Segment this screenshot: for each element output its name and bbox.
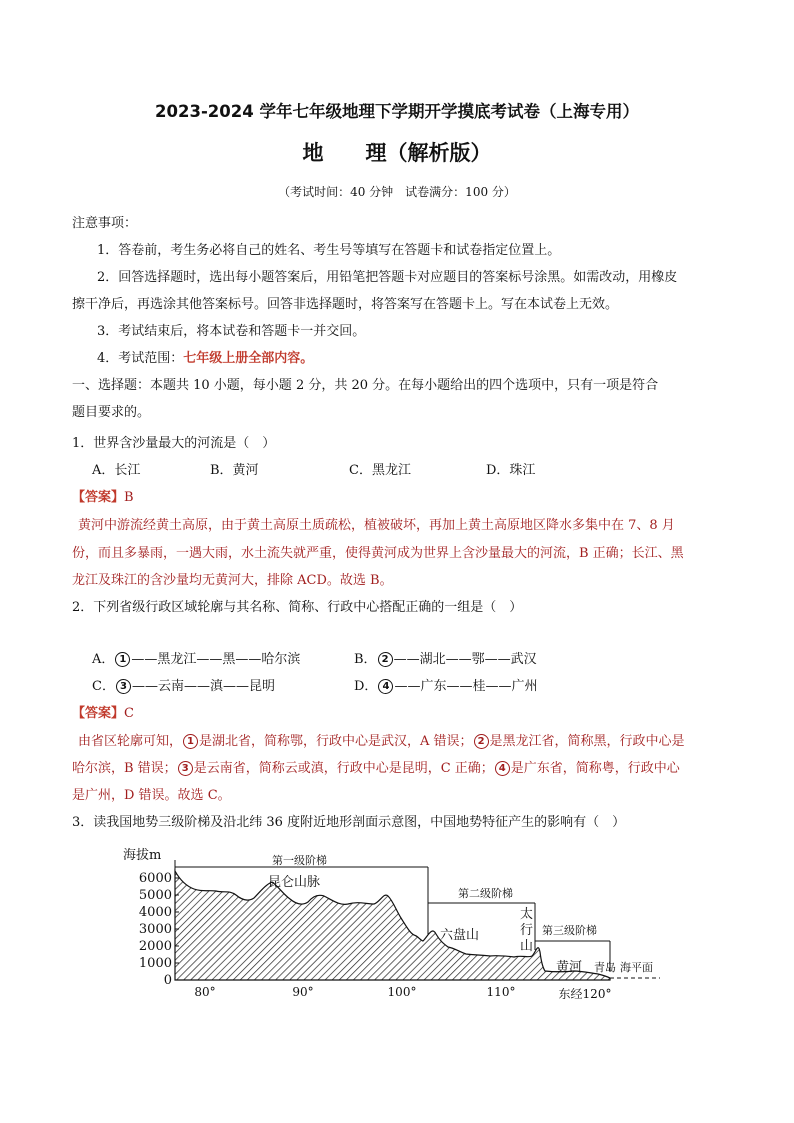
q1-answer — [72, 486, 134, 505]
circled-number-2: 2 — [378, 652, 393, 667]
q2-option-b-text: ——湖北——鄂——武汉 — [393, 652, 537, 667]
circled-number-3: 3 — [178, 761, 193, 776]
circled-number-4: 4 — [495, 761, 510, 776]
step-1-label: 第一级阶梯 — [272, 854, 327, 867]
liupan-mountain-label: 六盘山 — [440, 928, 480, 943]
q2-option-c — [92, 675, 275, 694]
q2-answer-value: C — [124, 706, 134, 721]
sea-level-label: 海平面 — [620, 961, 653, 974]
q2-option-b — [354, 648, 537, 667]
kunlun-mountains-label: 昆仑山脉 — [268, 875, 321, 890]
circled-number-3: 3 — [116, 679, 131, 694]
q2-exp-1c: 是黑龙江省，简称黑，行政中心是 — [489, 734, 685, 749]
q1-stem: 1．世界含沙量最大的河流是（ ） — [72, 436, 276, 451]
y-tick-label: 2000 — [138, 939, 172, 954]
q2-option-d — [354, 675, 537, 694]
q2-exp-2b: 是云南省，简称云或滇，行政中心是昆明，C 正确； — [193, 761, 494, 776]
q1-answer-value: B — [124, 490, 134, 505]
notice-item-2-line-2: 擦干净后，再选涂其他答案标号。回答非选择题时，将答案写在答题卡上。写在本试卷上无效。 — [72, 297, 619, 312]
step-3-label: 第三级阶梯 — [542, 924, 597, 937]
notice-heading: 注意事项： — [72, 216, 138, 231]
q2-answer-label: 【答案】 — [72, 706, 125, 721]
yellow-river-label: 黄河 — [556, 960, 583, 975]
terrain-profile-figure — [120, 838, 670, 1003]
q1-option-b: B．黄河 — [210, 463, 259, 478]
exam-info: （考试时间：40 分钟 试卷满分：100 分） — [278, 185, 516, 199]
notice-item-4 — [97, 347, 313, 366]
q2-option-a-text: ——黑龙江——黑——哈尔滨 — [131, 652, 301, 667]
circled-number-4: 4 — [378, 679, 393, 694]
circled-number-1: 1 — [115, 652, 130, 667]
y-tick-label: 1000 — [138, 956, 172, 971]
q1-option-d: D．珠江 — [486, 463, 536, 478]
section-1-intro-line-1: 一、选择题：本题共 10 小题，每小题 2 分，共 20 分。在每小题给出的四个选项中，只有一项是符合 — [72, 378, 659, 393]
page-title: 2023-2024 学年七年级地理下学期开学摸底考试卷（上海专用） — [155, 102, 639, 121]
q2-option-c-text: ——云南——滇——昆明 — [131, 679, 275, 694]
exam-scope: 七年级上册全部内容。 — [183, 351, 314, 366]
q1-explanation-line-2: 份，而且多暴雨，一遇大雨，水土流失就严重，使得黄河成为世界上含沙量最大的河流，B 正确；长江、黑 — [72, 546, 684, 561]
x-axis-end-label: 东经120° — [558, 987, 612, 1001]
y-tick-label: 6000 — [138, 871, 172, 886]
y-tick-label: 3000 — [138, 922, 172, 937]
notice-item-4-prefix: 4．考试范围： — [97, 351, 184, 366]
q2-exp-1b: 是湖北省，简称鄂，行政中心是武汉，A 错误； — [199, 734, 473, 749]
q2-option-a-letter: A． — [92, 652, 115, 667]
x-tick-label: 90° — [292, 985, 314, 999]
q3-stem: 3．读我国地势三级阶梯及沿北纬 36 度附近地形剖面示意图，中国地势特征产生的影响有（ ） — [72, 815, 626, 830]
q1-option-c: C．黑龙江 — [349, 463, 411, 478]
y-axis-title: 海拔m — [123, 848, 162, 863]
x-tick-label: 80° — [194, 985, 216, 999]
q2-option-a — [92, 648, 300, 667]
taihang-label-char: 山 — [520, 939, 534, 954]
q1-explanation-line-1: 黄河中游流经黄土高原，由于黄土高原土质疏松，植被破坏，再加上黄土高原地区降水多集中在 7、8 月 — [78, 518, 675, 533]
notice-item-3: 3．考试结束后，将本试卷和答题卡一并交回。 — [97, 324, 366, 339]
q2-option-d-letter: D． — [354, 679, 378, 694]
q2-explanation-line-2 — [72, 757, 680, 776]
page-subtitle: 地 理（解析版） — [302, 141, 492, 165]
q2-exp-1a: 由省区轮廓可知， — [78, 734, 183, 749]
step-2-label: 第二级阶梯 — [458, 887, 513, 900]
q1-answer-label: 【答案】 — [72, 490, 125, 505]
y-tick-label: 4000 — [138, 905, 172, 920]
taihang-label-char: 太 — [520, 907, 534, 922]
x-tick-label: 100° — [387, 985, 417, 999]
q2-option-d-text: ——广东——桂——广州 — [394, 679, 538, 694]
taihang-label-char: 行 — [520, 923, 534, 938]
q2-stem: 2．下列省级行政区域轮廓与其名称、简称、行政中心搭配正确的一组是（ ） — [72, 600, 523, 615]
q2-exp-2c: 是广东省，简称粤，行政中心 — [510, 761, 680, 776]
y-tick-label: 0 — [163, 973, 172, 988]
section-1-intro-line-2: 题目要求的。 — [72, 405, 151, 420]
notice-item-2-line-1: 2．回答选择题时，选出每小题答案后，用铅笔把答题卡对应题目的答案标号涂黑。如需改动，用橡皮 — [97, 270, 678, 285]
q2-option-c-letter: C． — [92, 679, 115, 694]
notice-item-1: 1．答卷前，考生务必将自己的姓名、考生号等填写在答题卡和试卷指定位置上。 — [97, 243, 561, 258]
q2-explanation-line-3: 是广州，D 错误。故选 C。 — [72, 788, 231, 803]
q2-option-b-letter: B． — [354, 652, 377, 667]
circled-number-2: 2 — [474, 734, 489, 749]
q2-explanation-line-1 — [78, 730, 685, 749]
qingdao-label: 青岛 — [594, 961, 616, 974]
q1-explanation-line-3: 龙江及珠江的含沙量均无黄河大，排除 ACD。故选 B。 — [72, 573, 393, 588]
circled-number-1: 1 — [183, 734, 198, 749]
q2-answer — [72, 702, 134, 721]
q2-exp-2a: 哈尔滨，B 错误； — [72, 761, 177, 776]
q1-option-a: A．长江 — [92, 463, 141, 478]
x-tick-label: 110° — [486, 985, 516, 999]
y-tick-label: 5000 — [138, 888, 172, 903]
